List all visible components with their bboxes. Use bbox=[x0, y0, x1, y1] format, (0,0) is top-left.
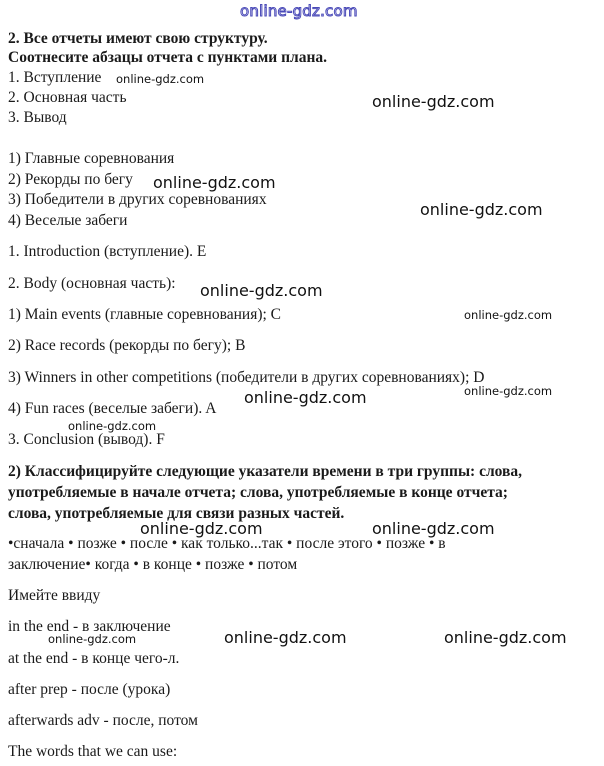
words-line: заключение• когда • в конце • позже • потом bbox=[8, 556, 298, 573]
answer-line: 4) Fun races (веселые забеги). A bbox=[8, 400, 217, 417]
answer-line: 3) Winners in other competitions (победители в других соревнованиях); D bbox=[8, 369, 485, 386]
closing-line: The words that we can use: bbox=[8, 743, 178, 760]
answer-line: 3. Conclusion (вывод). F bbox=[8, 431, 165, 448]
task-title-line2: Соотнесите абзацы отчета с пунктами плана. bbox=[8, 49, 328, 66]
watermark: online-gdz.com bbox=[444, 628, 567, 647]
watermark: online-gdz.com bbox=[200, 281, 323, 300]
task-title-line1: 2. Все отчеты имеют свою структуру. bbox=[8, 30, 268, 47]
watermark: online-gdz.com bbox=[224, 628, 347, 647]
paragraph-item: 1) Главные соревнования bbox=[8, 150, 175, 167]
note-line: at the end - в конце чего-л. bbox=[8, 650, 180, 667]
watermark: online-gdz.com bbox=[116, 72, 205, 86]
watermark: online-gdz.com bbox=[372, 92, 495, 111]
header-watermark: online-gdz.com bbox=[240, 2, 358, 20]
classify-title-line2: употребляемые в начале отчета; слова, употребляемые в конце отчета; bbox=[8, 484, 508, 501]
watermark: online-gdz.com bbox=[372, 519, 495, 538]
note-line: afterwards adv - после, потом bbox=[8, 712, 198, 729]
note-line: in the end - в заключение bbox=[8, 618, 171, 635]
plan-item: 3. Вывод bbox=[8, 109, 67, 126]
watermark: online-gdz.com bbox=[244, 388, 367, 407]
plan-item: 1. Вступление bbox=[8, 69, 102, 86]
note-line: after prep - после (урока) bbox=[8, 681, 171, 698]
paragraph-item: 4) Веселые забеги bbox=[8, 212, 128, 229]
note-title: Имейте ввиду bbox=[8, 587, 101, 604]
answer-line: 1) Main events (главные соревнования); C bbox=[8, 306, 281, 323]
classify-title-line1: 2) Классифицируйте следующие указатели времени в три группы: слова, bbox=[8, 463, 523, 480]
words-line: •сначала • позже • после • как только...так • после этого • позже • в bbox=[8, 535, 446, 552]
watermark: online-gdz.com bbox=[68, 419, 157, 433]
watermark: online-gdz.com bbox=[464, 308, 553, 322]
watermark: online-gdz.com bbox=[153, 173, 276, 192]
classify-title-line3: слова, употребляемые для связи разных частей. bbox=[8, 505, 345, 522]
paragraph-item: 2) Рекорды по бегу bbox=[8, 171, 133, 188]
plan-item: 2. Основная часть bbox=[8, 89, 127, 106]
watermark: online-gdz.com bbox=[140, 519, 263, 538]
watermark: online-gdz.com bbox=[48, 632, 137, 646]
watermark: online-gdz.com bbox=[420, 200, 543, 219]
paragraph-item: 3) Победители в других соревнованиях bbox=[8, 191, 267, 208]
answer-line: 1. Introduction (вступление). E bbox=[8, 243, 207, 260]
answer-line: 2) Race records (рекорды по бегу); B bbox=[8, 337, 246, 354]
watermark: online-gdz.com bbox=[464, 384, 553, 398]
answer-line: 2. Body (основная часть): bbox=[8, 275, 176, 292]
